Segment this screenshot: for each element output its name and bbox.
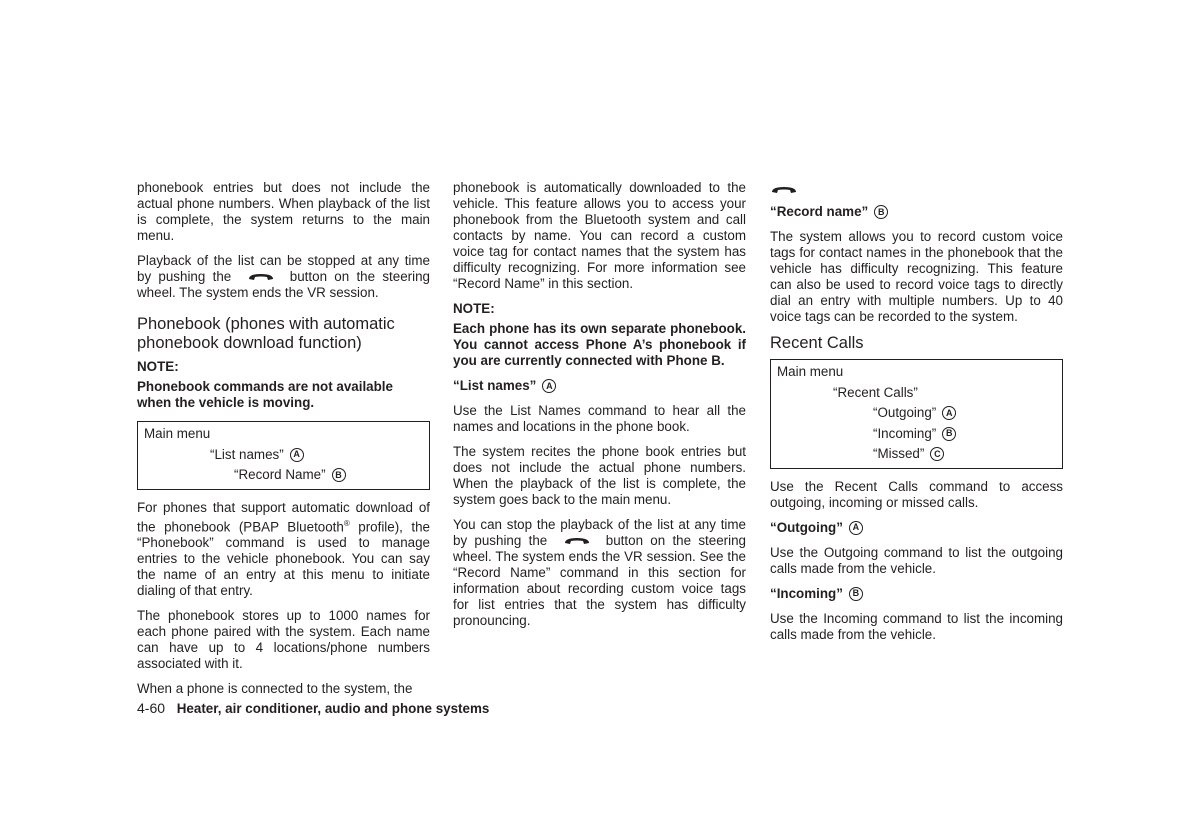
phone-talk-icon	[247, 272, 275, 282]
menu-item-label: “Record Name”	[234, 467, 326, 482]
paragraph: The system allows you to record custom voice tags for contact names in the phonebook that the vehicle has difficulty recognizing. This feature can also be used to record voice tags to directly dial an entry with multiple numbers. Up to 40 voice tags can be recorded to the system.	[770, 229, 1063, 324]
subheading-label: “List names”	[453, 378, 537, 393]
phone-talk-icon	[563, 536, 591, 546]
page-footer	[137, 700, 489, 716]
badge-a-icon: A	[290, 448, 304, 462]
paragraph: Use the Incoming command to list the incoming calls made from the vehicle.	[770, 610, 1063, 642]
paragraph: When a phone is connected to the system, the	[137, 680, 413, 696]
menu-tree-box	[137, 421, 430, 490]
text-span: For phones that support automatic download of the phonebook (PBAP Bluetooth	[137, 499, 430, 534]
menu-item-label: “List names”	[210, 446, 284, 462]
text-span: You can stop the playback of the list at any time by pushing the	[453, 517, 746, 548]
column-1	[137, 180, 430, 706]
subheading-outgoing	[770, 520, 1063, 536]
badge-a-icon: A	[849, 521, 863, 535]
paragraph: Use the Outgoing command to list the outgoing calls made from the vehicle.	[770, 544, 1063, 576]
subheading-list-names	[453, 378, 746, 394]
badge-b-icon: B	[332, 468, 346, 482]
note-label: NOTE:	[137, 359, 179, 374]
menu-item-label: “Recent Calls”	[833, 384, 918, 400]
text-span: button on the steering wheel. The system ends the VR session.	[137, 269, 430, 300]
menu-item-label: “Outgoing”	[873, 405, 937, 420]
note-text: Each phone has its own separate phonebook. You cannot access Phone A’s phonebook if you are currently connected with Phone B.	[453, 321, 746, 368]
menu-item	[777, 444, 1056, 465]
registered-mark: ®	[343, 518, 350, 528]
menu-item	[777, 403, 1056, 424]
section-heading: Phonebook (phones with automatic phonebook download function)	[137, 315, 395, 352]
menu-tree-box	[770, 359, 1063, 469]
subheading-incoming	[770, 586, 1063, 602]
badge-b-icon: B	[942, 427, 956, 441]
column-2	[453, 180, 746, 638]
subheading-label: “Incoming”	[770, 585, 843, 601]
paragraph: The phonebook stores up to 1000 names for each phone paired with the system. Each name can have up to 4 locations/phone numbers associated with it.	[137, 607, 430, 671]
paragraph: phonebook entries but does not include the actual phone numbers. When playback of the list is complete, the system returns to the main menu.	[137, 180, 430, 243]
subheading-record-name	[770, 204, 1063, 220]
column-3	[770, 180, 1063, 652]
paragraph: phonebook is automatically downloaded to the vehicle. This feature allows you to access your phonebook from the Bluetooth system and call contacts by name. You can record a custom voice tag for contact names that the system has difficulty recognizing. For more information see “Record Name” in this section.	[453, 180, 746, 291]
badge-a-icon: A	[942, 406, 956, 420]
menu-item-label: “Incoming”	[873, 425, 937, 441]
paragraph: The system recites the phone book entries but does not include the actual phone numbers. When the playback of the list is complete, the system goes back to the main menu.	[453, 444, 746, 507]
note-text: Phonebook commands are not available when the vehicle is moving.	[137, 379, 393, 410]
section-heading: Recent Calls	[770, 334, 864, 352]
note-label: NOTE:	[453, 301, 495, 316]
text-span: button on the steering wheel. The system ends the VR session. See the “Record Name” command in this section for information about recording custom voice tags for list entries that the system has difficulty pronouncing.	[453, 533, 746, 628]
paragraph: Use the Recent Calls command to access outgoing, incoming or missed calls.	[770, 478, 1063, 510]
menu-root	[777, 362, 1056, 383]
phone-talk-icon	[770, 184, 798, 196]
menu-item	[777, 424, 1056, 445]
menu-root-label: Main menu	[777, 364, 844, 379]
paragraph: Use the List Names command to hear all the names and locations in the phone book.	[453, 403, 746, 434]
paragraph-pbap	[137, 500, 430, 599]
menu-item	[144, 465, 423, 486]
menu-item	[777, 383, 1056, 404]
text-span: profile), the “Phonebook” command is used to manage entries to the vehicle phonebook. You can say the name of an entry at this menu to initiate dialing of that entry.	[137, 518, 430, 598]
paragraph-playback-stop	[137, 253, 430, 301]
text-span: Playback of the list can be stopped at any time by pushing the	[137, 253, 430, 284]
section-title: Heater, air conditioner, audio and phone systems	[176, 701, 490, 716]
subheading-label: “Record name”	[770, 204, 869, 219]
page-number: 4-60	[137, 700, 166, 716]
badge-a-icon: A	[542, 379, 556, 393]
badge-b-icon: B	[874, 205, 888, 219]
menu-root-label: Main menu	[144, 426, 211, 441]
menu-item	[144, 445, 423, 466]
menu-root	[144, 424, 423, 445]
subheading-label: “Outgoing”	[770, 519, 843, 535]
badge-b-icon: B	[849, 587, 863, 601]
menu-item-label: “Missed”	[873, 446, 925, 461]
paragraph-playback-stop	[453, 517, 746, 629]
badge-c-icon: C	[930, 447, 944, 461]
phone-icon-row	[770, 180, 1063, 198]
